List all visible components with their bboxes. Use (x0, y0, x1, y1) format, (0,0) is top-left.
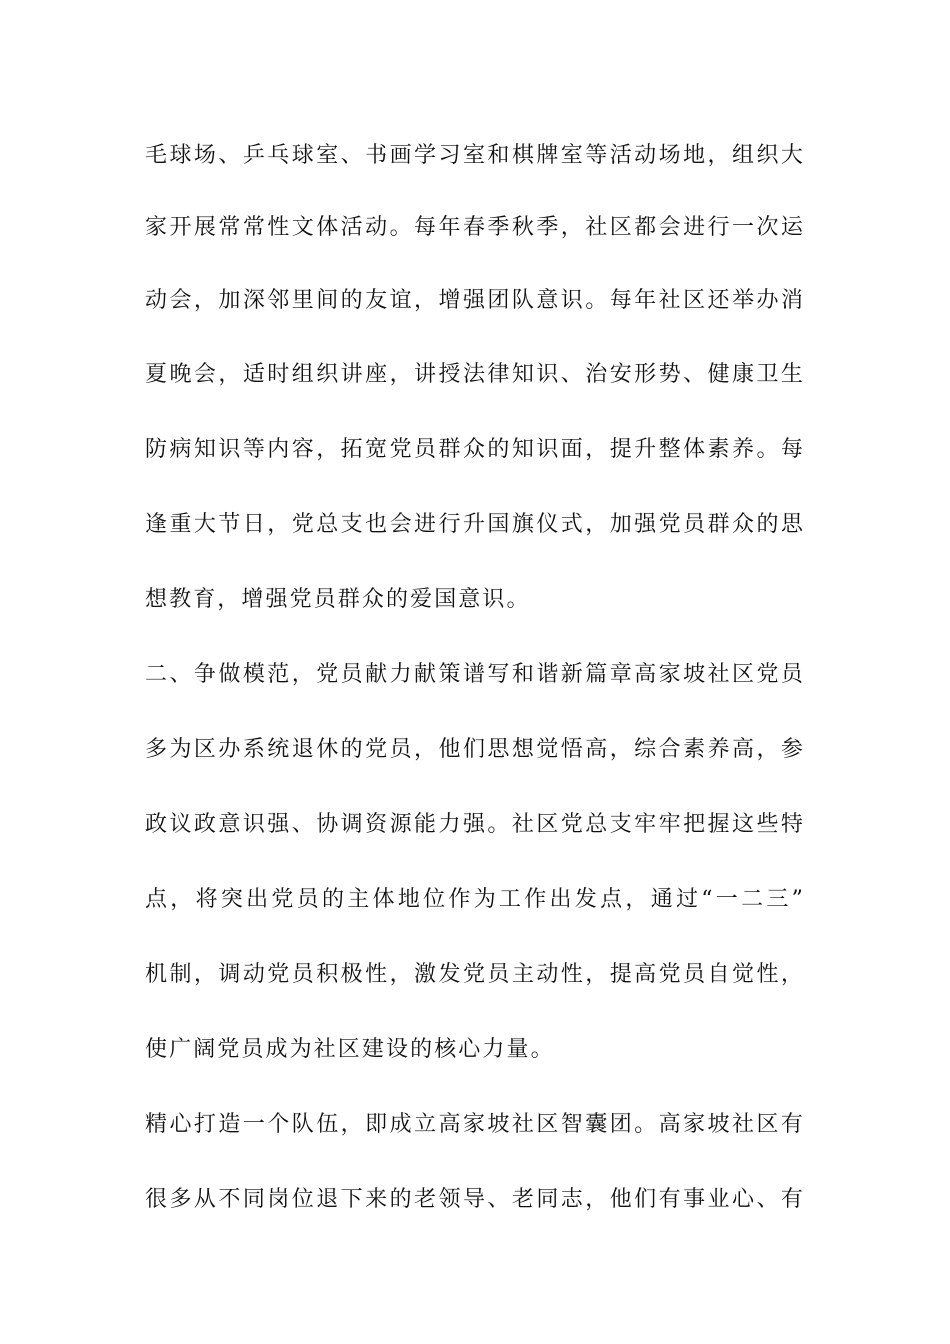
text-line-9: 多为区办系统退休的党员，他们思想觉悟高，综合素养高，参 (145, 737, 805, 762)
text-line-13: 使广阔党员成为社区建设的核心力量。 (145, 1037, 555, 1062)
text-line-14: 精心打造一个队伍，即成立高家坡社区智囊团。高家坡社区有 (145, 1112, 805, 1137)
text-line-5: 防病知识等内容，拓宽党员群众的知识面，提升整体素养。每 (145, 437, 805, 462)
text-line-2: 家开展常常性文体活动。每年春季秋季，社区都会进行一次运 (145, 215, 805, 240)
text-line-10: 政议政意识强、协调资源能力强。社区党总支牢牢把握这些特 (145, 812, 805, 837)
text-line-11: 点，将突出党员的主体地位作为工作出发点，通过“一二三” (145, 887, 805, 912)
text-line-7: 想教育，增强党员群众的爱国意识。 (145, 587, 531, 612)
text-line-1: 毛球场、乒乓球室、书画学习室和棋牌室等活动场地，组织大 (145, 143, 805, 168)
text-line-8: 二、争做模范，党员献力献策谱写和谐新篇章高家坡社区党员 (145, 662, 805, 687)
text-line-12: 机制，调动党员积极性，激发党员主动性，提高党员自觉性， (145, 962, 805, 987)
text-line-6: 逢重大节日，党总支也会进行升国旗仪式，加强党员群众的思 (145, 512, 805, 537)
text-line-4: 夏晚会，适时组织讲座，讲授法律知识、治安形势、健康卫生 (145, 362, 805, 387)
text-line-15: 很多从不同岗位退下来的老领导、老同志，他们有事业心、有 (145, 1187, 805, 1212)
text-line-3: 动会，加深邻里间的友谊，增强团队意识。每年社区还举办消 (145, 288, 805, 313)
